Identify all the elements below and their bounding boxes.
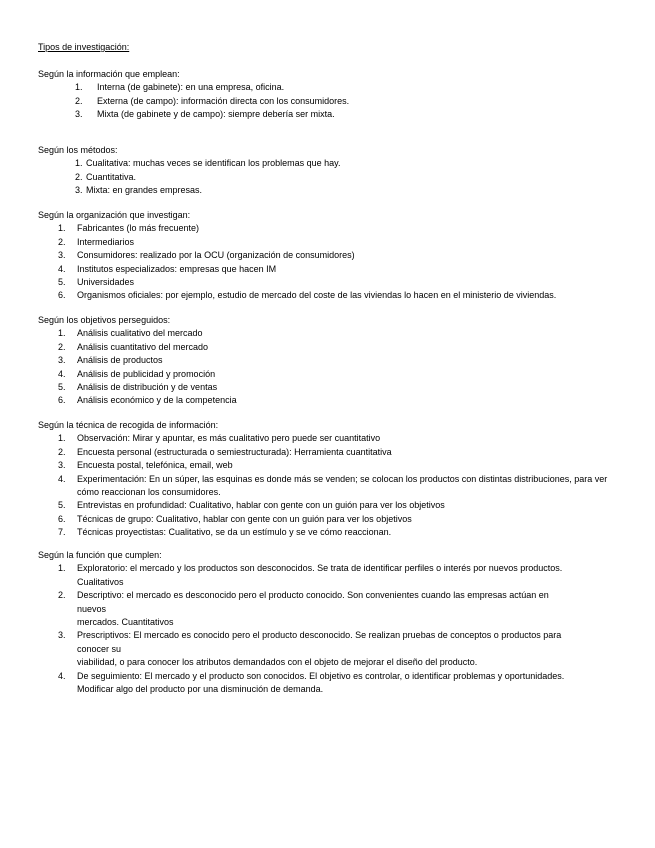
list-item	[38, 95, 628, 108]
list-item	[38, 289, 628, 302]
item-text: Mixta (de gabinete y de campo): siempre debería ser mixta.	[97, 109, 335, 120]
item-text: Entrevistas en profundidad: Cualitativo, hablar con gente con un guión para ver los objetivos	[77, 500, 445, 511]
item-number: 4.	[58, 473, 66, 484]
list-item	[38, 108, 628, 121]
item-number: 4.	[58, 368, 66, 379]
item-text: Cuantitativa.	[86, 171, 137, 182]
item-text: Análisis de distribución y de ventas	[77, 382, 218, 393]
section-heading: Según la función que cumplen:	[38, 550, 162, 560]
item-number: 2.	[75, 95, 83, 106]
list-item	[38, 341, 628, 354]
item-text-line: conocer su	[77, 643, 122, 654]
section-heading: Según los métodos:	[38, 145, 118, 155]
item-text-line: Exploratorio: el mercado y los productos son desconocidos. Se trata de identificar perfiles o interés por nuevos productos.	[77, 563, 563, 574]
item-text: Externa (de campo): información directa con los consumidores.	[97, 95, 350, 106]
section-heading: Según la técnica de recogida de información:	[38, 420, 219, 430]
item-text-line: Prescriptivos: El mercado es conocido pero el producto desconocido. Se realizan pruebas de conceptos o productos para	[77, 630, 562, 641]
item-text: Análisis de productos	[77, 355, 163, 366]
item-number: 6.	[58, 395, 66, 406]
item-number: 2.	[75, 171, 83, 182]
list-item	[38, 459, 628, 472]
list-item	[38, 327, 628, 340]
section-informacion	[38, 68, 628, 122]
item-text: Organismos oficiales: por ejemplo, estudio de mercado del coste de las viviendas lo hacen en el ministerio de viviendas.	[77, 290, 557, 301]
item-text-line: viabilidad, o para conocer los atributos demandados con el objeto de mejorar el diseño del producto.	[77, 657, 478, 668]
item-text: Análisis económico y de la competencia	[77, 395, 237, 406]
item-number: 3.	[75, 185, 83, 196]
item-text: Encuesta personal (estructurada o semiestructurada): Herramienta cuantitativa	[77, 446, 392, 457]
item-number: 4.	[58, 263, 66, 274]
item-text: Análisis cualitativo del mercado	[77, 328, 203, 339]
list-item	[38, 526, 628, 539]
list-item	[38, 446, 628, 459]
item-text-line: Descriptivo: el mercado es desconocido pero el producto conocido. Son convenientes cuando las empresas actúan en	[77, 590, 549, 601]
list-item	[38, 184, 628, 197]
section-metodos	[38, 144, 628, 198]
list-item	[38, 670, 628, 697]
section-objetivos	[38, 314, 628, 408]
section-funcion	[38, 549, 628, 696]
list-item	[38, 589, 628, 629]
item-number: 7.	[58, 527, 66, 538]
document-title: Tipos de investigación:	[38, 42, 130, 52]
item-number: 3.	[58, 630, 66, 641]
item-text: Análisis de publicidad y promoción	[77, 368, 216, 379]
item-text: Interna (de gabinete): en una empresa, oficina.	[97, 82, 285, 93]
section-heading: Según la información que emplean:	[38, 69, 180, 79]
list-item	[38, 171, 628, 184]
list-item	[38, 473, 628, 500]
list-item	[38, 629, 628, 669]
item-number: 1.	[75, 82, 83, 93]
item-text: Intermediarios	[77, 236, 135, 247]
item-text: Cualitativa: muchas veces se identifican los problemas que hay.	[86, 158, 341, 169]
list-item	[38, 381, 628, 394]
item-text: Fabricantes (lo más frecuente)	[77, 223, 200, 234]
item-number: 1.	[58, 563, 66, 574]
list-item	[38, 513, 628, 526]
item-number: 1.	[58, 433, 66, 444]
item-number: 1.	[75, 158, 83, 169]
item-text-line: mercados. Cuantitativos	[77, 617, 174, 628]
item-text-line: Modificar algo del producto por una disminución de demanda.	[77, 684, 324, 695]
list-item	[38, 432, 628, 445]
item-number: 6.	[58, 290, 66, 301]
section-organizacion	[38, 209, 628, 303]
list-item	[38, 394, 628, 407]
item-number: 2.	[58, 236, 66, 247]
item-number: 3.	[58, 460, 66, 471]
item-number: 3.	[58, 355, 66, 366]
item-text: Universidades	[77, 277, 135, 288]
list-item	[38, 354, 628, 367]
item-text: Experimentación: En un súper, las esquinas es donde más se venden; se colocan los productos con distintas distribuciones, para ver cómo reaccionan los consumidores.	[77, 473, 608, 498]
list-item	[38, 222, 628, 235]
item-number: 2.	[58, 341, 66, 352]
item-text: Institutos especializados: empresas que hacen IM	[77, 263, 277, 274]
item-text: Observación: Mirar y apuntar, es más cualitativo pero puede ser cuantitativo	[77, 433, 381, 444]
section-tecnica	[38, 419, 628, 540]
list-item	[38, 276, 628, 289]
list-item	[38, 81, 628, 94]
item-number: 4.	[58, 670, 66, 681]
item-text-line: De seguimiento: El mercado y el producto son conocidos. El objetivo es controlar, o identificar problemas y oportunidades.	[77, 670, 565, 681]
item-number: 2.	[58, 590, 66, 601]
item-text: Consumidores: realizado por la OCU (organización de consumidores)	[77, 250, 355, 261]
item-text-line: nuevos	[77, 603, 107, 614]
section-heading: Según la organización que investigan:	[38, 210, 191, 220]
item-text: Encuesta postal, telefónica, email, web	[77, 460, 233, 471]
item-number: 5.	[58, 382, 66, 393]
item-number: 2.	[58, 446, 66, 457]
item-number: 1.	[58, 223, 66, 234]
section-heading: Según los objetivos perseguidos:	[38, 315, 171, 325]
item-text-line: Cualitativos	[77, 576, 124, 587]
item-text: Técnicas proyectistas: Cualitativo, se da un estímulo y se ve cómo reaccionan.	[77, 527, 392, 538]
list-item	[38, 236, 628, 249]
item-number: 5.	[58, 500, 66, 511]
item-number: 1.	[58, 328, 66, 339]
item-number: 3.	[58, 250, 66, 261]
list-item	[38, 562, 628, 589]
item-text: Análisis cuantitativo del mercado	[77, 341, 209, 352]
list-item	[38, 157, 628, 170]
item-number: 5.	[58, 277, 66, 288]
item-number: 6.	[58, 513, 66, 524]
list-item	[38, 263, 628, 276]
list-item	[38, 249, 628, 262]
item-text: Mixta: en grandes empresas.	[86, 185, 203, 196]
item-number: 3.	[75, 109, 83, 120]
list-item	[38, 499, 628, 512]
item-text: Técnicas de grupo: Cualitativo, hablar con gente con un guión para ver los objetivos	[77, 513, 412, 524]
list-item	[38, 368, 628, 381]
